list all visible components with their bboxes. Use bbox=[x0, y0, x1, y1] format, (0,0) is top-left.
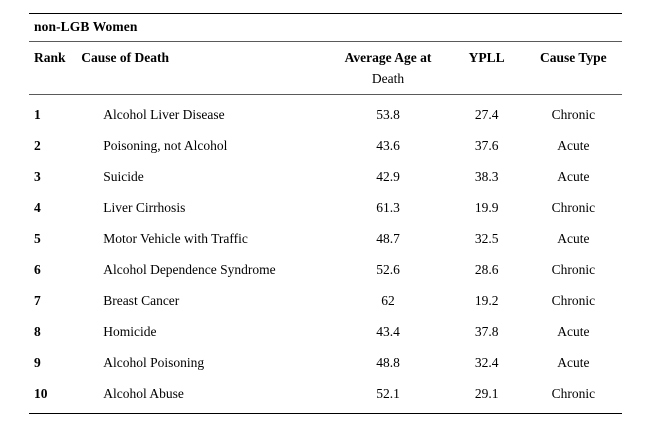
cell-rank: 2 bbox=[34, 137, 41, 153]
table-body bbox=[29, 99, 622, 409]
cell-cause-of-death: Poisoning, not Alcohol bbox=[103, 137, 228, 153]
cell-average-age: 42.9 bbox=[376, 168, 400, 184]
table-caption: non-LGB Women bbox=[34, 19, 138, 34]
cell-average-age: 53.8 bbox=[376, 106, 400, 122]
cell-cause-of-death: Motor Vehicle with Traffic bbox=[103, 230, 248, 246]
cell-cause-type: Chronic bbox=[551, 261, 596, 277]
cell-ypll: 19.9 bbox=[474, 199, 499, 215]
cell-rank: 4 bbox=[34, 199, 41, 215]
table-header-subrow bbox=[29, 68, 622, 94]
cell-average-age: 52.1 bbox=[376, 385, 400, 401]
column-header-cause-type-cont bbox=[525, 68, 622, 94]
mortality-table bbox=[29, 13, 622, 414]
table-header-row bbox=[29, 42, 622, 68]
table-row bbox=[29, 161, 622, 192]
cell-rank: 6 bbox=[34, 261, 41, 277]
cell-ypll: 28.6 bbox=[474, 261, 499, 277]
cell-cause-of-death: Alcohol Abuse bbox=[103, 385, 184, 401]
cell-rank: 9 bbox=[34, 354, 41, 370]
table-row bbox=[29, 223, 622, 254]
table-row bbox=[29, 99, 622, 130]
cell-ypll: 37.8 bbox=[474, 323, 499, 339]
cell-cause-type: Acute bbox=[557, 323, 590, 339]
cell-average-age: 43.4 bbox=[376, 323, 400, 339]
table-row bbox=[29, 316, 622, 347]
cell-cause-type: Acute bbox=[557, 137, 590, 153]
cell-ypll: 29.1 bbox=[474, 385, 499, 401]
rule-line bbox=[29, 413, 622, 414]
table-bottom-rule bbox=[29, 413, 622, 414]
cell-rank: 7 bbox=[34, 292, 41, 308]
cell-ypll: 27.4 bbox=[474, 106, 499, 122]
table-row bbox=[29, 192, 622, 223]
column-header-cause-type: Cause Type bbox=[540, 50, 607, 65]
table-row bbox=[29, 130, 622, 161]
column-header-average-age-second-line: Death bbox=[371, 71, 405, 86]
cell-ypll: 32.4 bbox=[474, 354, 499, 370]
cell-cause-of-death: Suicide bbox=[103, 168, 144, 184]
cell-average-age: 52.6 bbox=[376, 261, 400, 277]
cell-ypll: 19.2 bbox=[474, 292, 499, 308]
column-header-rank-cont bbox=[29, 68, 81, 94]
cell-cause-of-death: Breast Cancer bbox=[103, 292, 180, 308]
cell-ypll: 32.5 bbox=[474, 230, 499, 246]
cell-rank: 3 bbox=[34, 168, 41, 184]
cell-cause-type: Acute bbox=[557, 354, 590, 370]
cell-cause-of-death: Liver Cirrhosis bbox=[103, 199, 186, 215]
table-row bbox=[29, 285, 622, 316]
cell-cause-of-death: Alcohol Poisoning bbox=[103, 354, 205, 370]
cell-rank: 1 bbox=[34, 106, 41, 122]
cell-cause-of-death: Homicide bbox=[103, 323, 157, 339]
table-row bbox=[29, 254, 622, 285]
column-header-ypll: YPLL bbox=[468, 50, 505, 65]
cell-cause-of-death: Alcohol Dependence Syndrome bbox=[103, 261, 276, 277]
cell-average-age: 61.3 bbox=[376, 199, 400, 215]
cell-rank: 5 bbox=[34, 230, 41, 246]
column-header-average-age-at-death: Average Age at bbox=[344, 50, 432, 65]
cell-rank: 10 bbox=[34, 385, 48, 401]
column-header-cause-of-death: Cause of Death bbox=[81, 50, 169, 65]
cell-ypll: 38.3 bbox=[474, 168, 499, 184]
column-header-ypll-cont bbox=[449, 68, 525, 94]
table-caption-row bbox=[29, 14, 622, 41]
table-row bbox=[29, 378, 622, 409]
column-header-rank: Rank bbox=[34, 50, 66, 65]
cell-cause-type: Chronic bbox=[551, 292, 596, 308]
cell-cause-type: Chronic bbox=[551, 106, 596, 122]
cell-average-age: 48.7 bbox=[376, 230, 400, 246]
cell-average-age: 43.6 bbox=[376, 137, 400, 153]
cell-average-age: 62 bbox=[381, 292, 395, 308]
cell-ypll: 37.6 bbox=[474, 137, 499, 153]
cell-cause-of-death: Alcohol Liver Disease bbox=[103, 106, 225, 122]
table-row bbox=[29, 347, 622, 378]
cell-average-age: 48.8 bbox=[376, 354, 400, 370]
cell-cause-type: Acute bbox=[557, 168, 590, 184]
column-header-cause-cont bbox=[81, 68, 327, 94]
cell-rank: 8 bbox=[34, 323, 41, 339]
cell-cause-type: Acute bbox=[557, 230, 590, 246]
cell-cause-type: Chronic bbox=[551, 385, 596, 401]
cell-cause-type: Chronic bbox=[551, 199, 596, 215]
